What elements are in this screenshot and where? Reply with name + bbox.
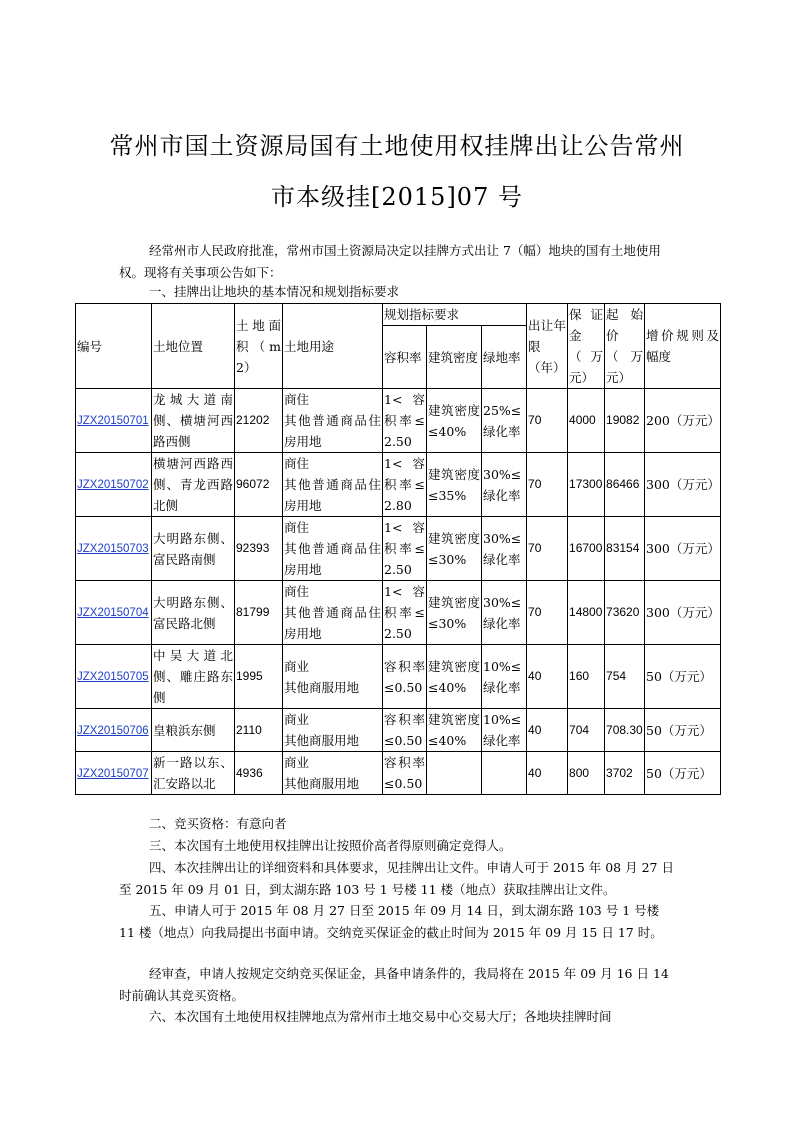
cell-start-price: 73620 xyxy=(605,581,645,645)
paragraph-6: 六、本次国有土地使用权挂牌地点为常州市土地交易中心交易大厅；各地块挂牌时间 xyxy=(149,1009,612,1024)
cell-area: 4936 xyxy=(235,752,283,795)
paragraph-4: 四、本次挂牌出让的详细资料和具体要求，见挂牌出让文件。申请人可于 2015 年 08 月 27 日至 2015 年 09 月 01 日，到太湖东路 103 号 1 号楼 11 楼（地点）获取挂牌出让文件。 xyxy=(119,860,674,897)
cell-location: 大明路东侧、富民路南侧 xyxy=(152,517,235,581)
header-term: 出让年限（年） xyxy=(527,304,568,389)
cell-far: 1<容积率≤2.50 xyxy=(383,517,427,581)
table-row xyxy=(76,389,721,453)
table-row xyxy=(76,752,721,795)
parcel-id-link[interactable]: JZX20150702 xyxy=(77,479,149,491)
header-deposit: 保证金（万元） xyxy=(568,304,605,389)
header-green: 绿地率 xyxy=(482,326,527,389)
parcel-id-link[interactable]: JZX20150703 xyxy=(77,543,149,555)
cell-id xyxy=(76,389,152,453)
cell-term: 70 xyxy=(527,453,568,517)
cell-area: 96072 xyxy=(235,453,283,517)
header-id: 编号 xyxy=(76,304,152,389)
cell-location: 横塘河西路西侧、青龙西路北侧 xyxy=(152,453,235,517)
cell-location: 皇粮浜东侧 xyxy=(152,709,235,752)
parcel-id-link[interactable]: JZX20150704 xyxy=(77,607,149,619)
cell-location: 新一路以东、汇安路以北 xyxy=(152,752,235,795)
cell-deposit: 160 xyxy=(568,645,605,709)
cell-density: 建筑密度≤35% xyxy=(427,453,482,517)
cell-density: 建筑密度≤30% xyxy=(427,517,482,581)
cell-term: 70 xyxy=(527,581,568,645)
cell-increment: 300（万元） xyxy=(645,517,721,581)
cell-green xyxy=(482,752,527,795)
cell-increment: 50（万元） xyxy=(645,709,721,752)
cell-density: 建筑密度≤40% xyxy=(427,389,482,453)
cell-green: 10%≤绿化率 xyxy=(482,709,527,752)
cell-location: 中吴大道北侧、雕庄路东侧 xyxy=(152,645,235,709)
cell-green: 30%≤绿化率 xyxy=(482,517,527,581)
cell-start-price: 19082 xyxy=(605,389,645,453)
cell-id xyxy=(76,752,152,795)
cell-use: 商业 其他商服用地 xyxy=(283,645,383,709)
table-row xyxy=(76,517,721,581)
cell-deposit: 800 xyxy=(568,752,605,795)
cell-density: 建筑密度≤40% xyxy=(427,709,482,752)
table-row xyxy=(76,709,721,752)
cell-use: 商住 其他普通商品住房用地 xyxy=(283,517,383,581)
cell-area: 21202 xyxy=(235,389,283,453)
cell-use: 商住 其他普通商品住房用地 xyxy=(283,453,383,517)
cell-green: 25%≤绿化率 xyxy=(482,389,527,453)
cell-deposit: 4000 xyxy=(568,389,605,453)
paragraph-3: 三、本次国有土地使用权挂牌出让按照价高者得原则确定竞得人。 xyxy=(149,838,512,853)
cell-start-price: 708.30 xyxy=(605,709,645,752)
cell-green: 30%≤绿化率 xyxy=(482,581,527,645)
header-increment: 增价规则及幅度 xyxy=(645,304,721,389)
cell-start-price: 86466 xyxy=(605,453,645,517)
paragraph-2: 二、竞买资格：有意向者 xyxy=(149,816,287,831)
cell-start-price: 83154 xyxy=(605,517,645,581)
cell-far: 1<容积率≤2.50 xyxy=(383,389,427,453)
cell-increment: 50（万元） xyxy=(645,645,721,709)
cell-increment: 300（万元） xyxy=(645,581,721,645)
cell-id xyxy=(76,709,152,752)
cell-density xyxy=(427,752,482,795)
cell-increment: 300（万元） xyxy=(645,453,721,517)
cell-area: 2110 xyxy=(235,709,283,752)
header-area: 土地面积（m2） xyxy=(235,304,283,389)
parcel-id-link[interactable]: JZX20150701 xyxy=(77,415,149,427)
header-density: 建筑密度 xyxy=(427,326,482,389)
parcel-id-link[interactable]: JZX20150706 xyxy=(77,724,149,737)
header-far: 容积率 xyxy=(383,326,427,389)
cell-far: 1<容积率≤2.80 xyxy=(383,453,427,517)
cell-id xyxy=(76,453,152,517)
table-row xyxy=(76,453,721,517)
cell-use: 商业 其他商服用地 xyxy=(283,752,383,795)
cell-green: 10%≤绿化率 xyxy=(482,645,527,709)
cell-start-price: 754 xyxy=(605,645,645,709)
cell-far: 1<容积率≤2.50 xyxy=(383,581,427,645)
cell-increment: 50（万元） xyxy=(645,752,721,795)
cell-start-price: 3702 xyxy=(605,752,645,795)
notice-title-line-1: 常州市国土资源局国有土地使用权挂牌出让公告常州 xyxy=(109,132,685,160)
parcel-id-link[interactable]: JZX20150707 xyxy=(77,767,149,780)
cell-use: 商业 其他商服用地 xyxy=(283,709,383,752)
land-parcel-table xyxy=(75,303,721,795)
header-planning: 规划指标要求 xyxy=(383,304,527,326)
cell-use: 商住 其他普通商品住房用地 xyxy=(283,581,383,645)
cell-term: 40 xyxy=(527,645,568,709)
cell-id xyxy=(76,517,152,581)
table-row xyxy=(76,581,721,645)
table-row xyxy=(76,645,721,709)
cell-area: 92393 xyxy=(235,517,283,581)
cell-deposit: 16700 xyxy=(568,517,605,581)
cell-deposit: 704 xyxy=(568,709,605,752)
parcel-id-link[interactable]: JZX20150705 xyxy=(77,671,149,683)
cell-far: 容积率≤0.50 xyxy=(383,752,427,795)
intro-paragraph: 经常州市人民政府批准，常州市国土资源局决定以挂牌方式出让 7（幅）地块的国有土地使用权。现将有关事项公告如下： xyxy=(119,243,661,280)
cell-far: 容积率≤0.50 xyxy=(383,645,427,709)
cell-far: 容积率≤0.50 xyxy=(383,709,427,752)
cell-density: 建筑密度≤40% xyxy=(427,645,482,709)
paragraph-5: 五、申请人可于 2015 年 08 月 27 日至 2015 年 09 月 14 日，到太湖东路 103 号 1 号楼 11 楼（地点）向我局提出书面申请。交纳竞买保证金的截止时间为 2015 年 09 月 15 日 17 时。 xyxy=(119,903,663,940)
cell-id xyxy=(76,645,152,709)
header-location: 土地位置 xyxy=(152,304,235,389)
cell-location: 龙城大道南侧、横塘河西路西侧 xyxy=(152,389,235,453)
header-start-price: 起始价（万元） xyxy=(605,304,645,389)
cell-term: 40 xyxy=(527,752,568,795)
header-use: 土地用途 xyxy=(283,304,383,389)
cell-id xyxy=(76,581,152,645)
cell-term: 40 xyxy=(527,709,568,752)
cell-deposit: 14800 xyxy=(568,581,605,645)
cell-use: 商住 其他普通商品住房用地 xyxy=(283,389,383,453)
cell-deposit: 17300 xyxy=(568,453,605,517)
cell-increment: 200（万元） xyxy=(645,389,721,453)
cell-density: 建筑密度≤30% xyxy=(427,581,482,645)
cell-area: 1995 xyxy=(235,645,283,709)
notice-title-line-2: 市本级挂[2015]07 号 xyxy=(271,183,523,211)
cell-location: 大明路东侧、富民路北侧 xyxy=(152,581,235,645)
cell-term: 70 xyxy=(527,517,568,581)
cell-term: 70 xyxy=(527,389,568,453)
section-1-heading: 一、挂牌出让地块的基本情况和规划指标要求 xyxy=(149,284,400,299)
cell-green: 30%≤绿化率 xyxy=(482,453,527,517)
paragraph-review: 经审查，申请人按规定交纳竞买保证金，具备申请条件的，我局将在 2015 年 09 月 16 日 14 时前确认其竞买资格。 xyxy=(119,966,669,1003)
cell-area: 81799 xyxy=(235,581,283,645)
